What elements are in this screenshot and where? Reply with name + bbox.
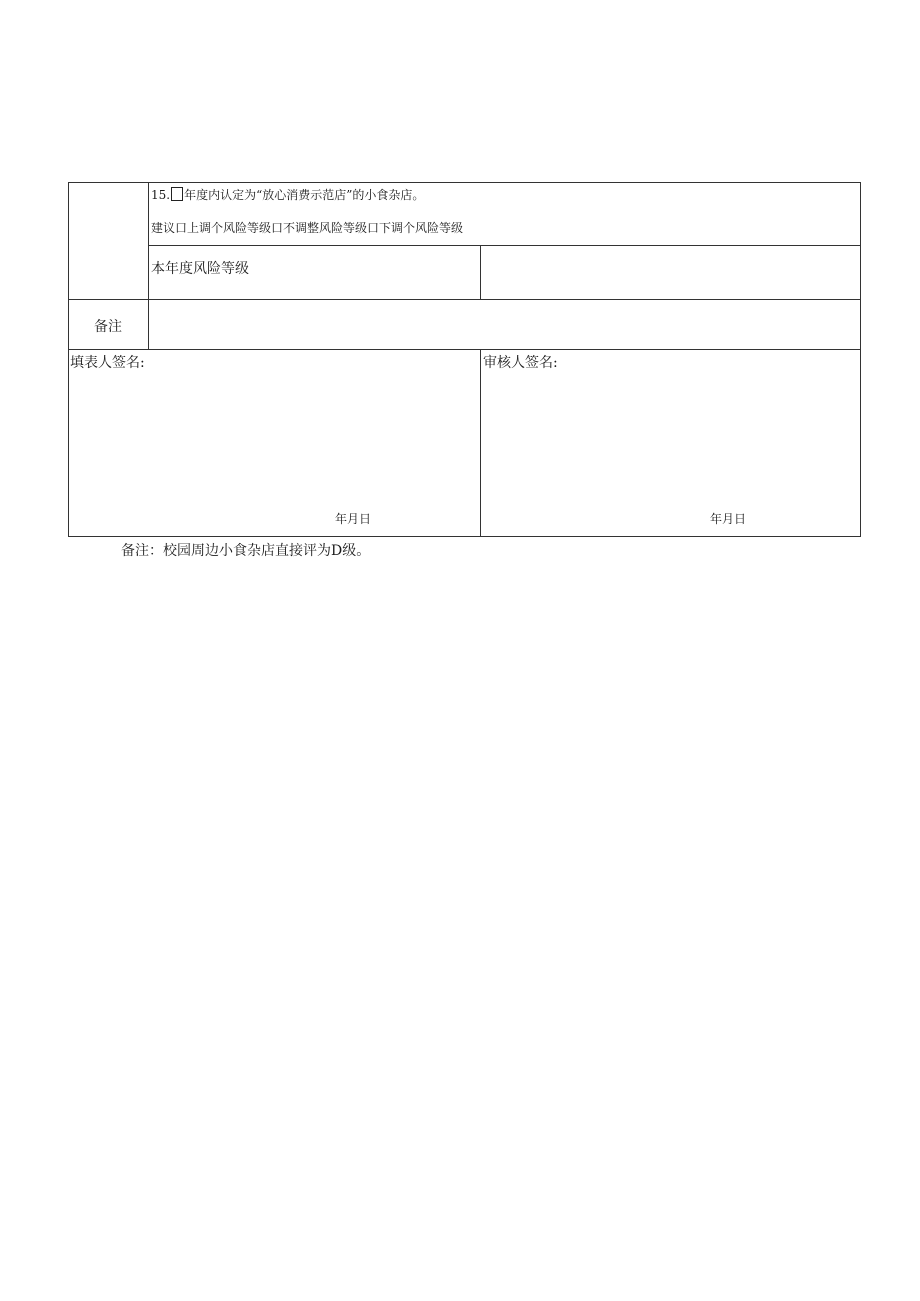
- criterion-line: [151, 186, 424, 203]
- table-left-border: [68, 182, 69, 537]
- criterion-number: 15.: [151, 188, 171, 202]
- label-column-divider: [148, 182, 149, 350]
- suggestion-line: [151, 219, 463, 236]
- row-divider-remarks: [68, 349, 861, 350]
- reviewer-signature-label: 审核人签名:: [483, 355, 558, 371]
- filler-signature-date: 年月日: [335, 512, 372, 526]
- signature-divider: [480, 349, 481, 537]
- risk-level-label: 本年度风险等级: [151, 261, 249, 277]
- checkbox-criterion-15[interactable]: [171, 187, 183, 201]
- row-divider-criterion: [148, 245, 861, 246]
- remarks-label: 备注: [94, 319, 122, 335]
- criterion-text: 年度内认定为“放心消费示范店”的小食杂店。: [184, 188, 425, 202]
- reviewer-signature-date: 年月日: [710, 512, 747, 526]
- remarks-value-field[interactable]: [152, 303, 856, 345]
- table-top-border: [68, 182, 861, 183]
- risk-value-divider: [480, 245, 481, 300]
- option-keep-level[interactable]: 口不调整风险等级: [271, 221, 368, 235]
- table-right-border: [860, 182, 861, 537]
- option-lower-level[interactable]: 口下调个风险等级: [367, 221, 464, 235]
- risk-level-value-field[interactable]: [484, 250, 856, 296]
- row-divider-risk: [68, 299, 861, 300]
- footnote: 备注：校园周边小食杂店直接评为D级。: [121, 543, 371, 559]
- option-raise-level[interactable]: 口上调个风险等级: [175, 221, 272, 235]
- filler-signature-label: 填表人签名:: [70, 355, 145, 371]
- table-bottom-border: [68, 536, 861, 537]
- suggestion-prefix: 建议: [151, 221, 176, 235]
